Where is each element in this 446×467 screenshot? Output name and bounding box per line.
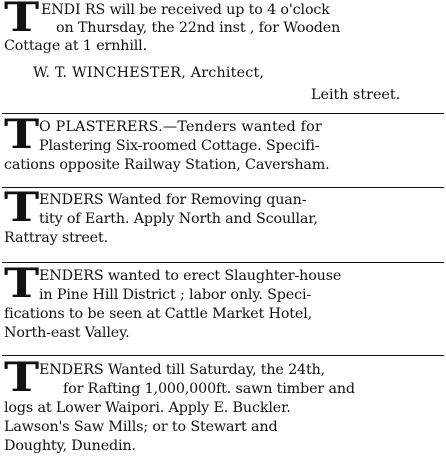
drop-cap: T: [4, 354, 40, 401]
ad-line: ENDERS Wanted for Removing quan-: [39, 192, 307, 208]
drop-cap: T: [4, 260, 40, 307]
architect-address: Leith street.: [311, 87, 401, 103]
ad-line: North-east Valley.: [4, 325, 130, 341]
ad-line: tity of Earth. Apply North and Scoullar,: [39, 211, 318, 227]
drop-cap: T: [4, 111, 40, 158]
ad-line: on Thursday, the 22nd inst , for Wooden: [56, 20, 341, 36]
drop-cap: T: [4, 0, 40, 41]
ad-line: ENDERS Wanted till Saturday, the 24th,: [39, 362, 326, 378]
ad-line: Plastering Six-roomed Cottage. Specifi-: [39, 138, 320, 154]
ad-line: fications to be seen at Cattle Market Hotel,: [4, 306, 313, 322]
ad-line: Lawson's Saw Mills; or to Stewart and: [4, 419, 278, 435]
divider: [2, 262, 444, 263]
divider: [2, 113, 444, 114]
ad-line: Doughty, Dunedin.: [4, 438, 136, 454]
ad-line: for Rafting 1,000,000ft. sawn timber and: [63, 381, 355, 397]
divider: [2, 355, 444, 356]
drop-cap: T: [4, 184, 40, 231]
ad-line: Rattray street.: [4, 230, 108, 246]
ad-line: in Pine Hill District ; labor only. Speci-: [39, 287, 312, 303]
architect-name: W. T. WINCHESTER, Architect,: [33, 65, 265, 81]
ad-line: Cottage at 1 ernhill.: [4, 38, 147, 54]
divider: [2, 187, 444, 188]
ad-line: cations opposite Railway Station, Caversham.: [4, 157, 330, 173]
ad-line: logs at Lower Waipori. Apply E. Buckler.: [4, 400, 291, 416]
ad-line: O PLASTERERS.—Tenders wanted for: [39, 119, 322, 135]
ad-line: ENDI RS will be received up to 4 o'clock: [41, 2, 330, 18]
ad-line: ENDERS wanted to erect Slaughter-house: [39, 268, 342, 284]
